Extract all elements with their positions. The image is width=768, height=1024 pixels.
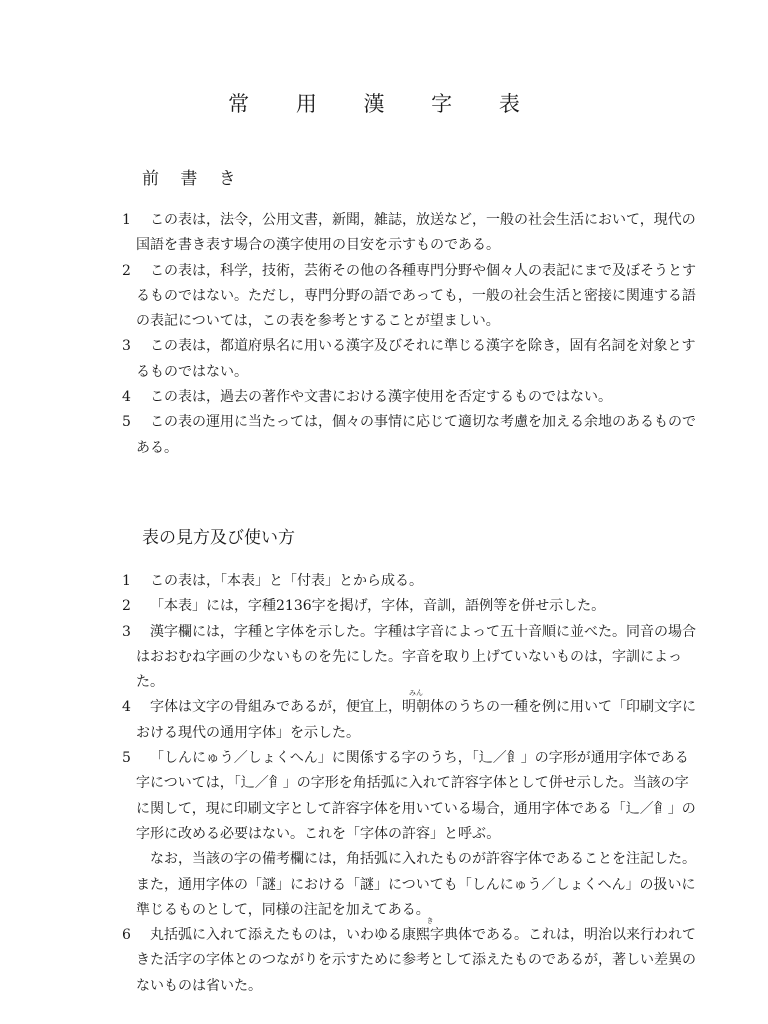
item-text: この表は，都道府県名に用いる漢字及びそれに準じる漢字を除き，固有名詞を対象とするものではない。 xyxy=(136,338,696,380)
section-heading-usage: 表の見方及び使い方 xyxy=(142,528,295,548)
item-paragraph: なお，当該の字の備考欄には，角括弧に入れたものが許容字体であることを注記した。また，通用字体の「謎」における「謎」についても「しんにゅう／しょくへん」の扱いに準じるものとして，同様の注記を加えてある。 xyxy=(136,851,696,918)
ruby-base: 明 xyxy=(402,699,416,716)
item-number: 6 xyxy=(122,927,131,944)
list-item xyxy=(118,259,702,335)
item-text: この表の運用に当たっては，個々の事情に応じて適切な考慮を加える余地のあるものである。 xyxy=(136,414,696,456)
list-item xyxy=(118,620,702,696)
item-text xyxy=(136,917,702,999)
item-number: 1 xyxy=(122,573,131,589)
text-segment: 字典体である。これは，明治以来行われてきた活字の字体とのつながりを示すために参考として添えたものであるが，著しい差異のないものは省いた。 xyxy=(136,927,696,994)
item-number: 1 xyxy=(122,212,131,228)
ruby-annotation xyxy=(416,917,434,944)
ruby-reading: みん xyxy=(409,689,423,698)
text-segment: 丸括弧に入れて添えたものは，いわゆる康 xyxy=(150,927,416,944)
item-text: この表は，科学，技術，芸術その他の各種専門分野や個々人の表記にまで及ぼそうとするものではない。ただし，専門分野の語であっても，一般の社会生活と密接に関連する語の表記については，この表を参考とすることが望ましい。 xyxy=(136,262,696,330)
item-number: 3 xyxy=(122,623,131,640)
item-text xyxy=(136,689,702,746)
item-number: 5 xyxy=(122,414,131,431)
list-item xyxy=(118,569,702,594)
item-text: この表は，「本表」と「付表」とから成る。 xyxy=(150,573,423,589)
page-title: 常 用 漢 字 表 xyxy=(228,92,540,116)
item-number: 5 xyxy=(122,750,131,767)
item-text: 「本表」には，字種2136字を掲げ，字体，音訓，語例等を併せ示した。 xyxy=(150,598,606,615)
list-item xyxy=(118,746,702,926)
ruby-base: 熙 xyxy=(416,927,430,944)
list-item xyxy=(118,410,702,461)
usage-list xyxy=(118,569,702,999)
item-text: 「しんにゅう／しょくへん」に関係する字のうち，「辶／飠」の字形が通用字体である字については，「⻌／𩙿」の字形を角括弧に入れて許容字体として併せ示した。当該の字に関して，現に印刷文字として許容字体を用いている場合，通用字体である「⻌／𩙿」の字形に改める必要はない。これを「字体の許容」と呼ぶ。 xyxy=(136,750,696,842)
item-text: この表は，過去の著作や文書における漢字使用を否定するものではない。 xyxy=(150,389,612,406)
item-text: 漢字欄には，字種と字体を示した。字種は字音によって五十音順に並べた。同音の場合はおおむね字画の少ないものを先にした。字音を取り上げていないものは，字訓によった。 xyxy=(136,623,696,691)
item-number: 2 xyxy=(122,598,131,615)
item-number: 4 xyxy=(122,699,131,716)
text-segment: 朝体のうちの一種を例に用いて「印刷文字における現代の通用字体」を示した。 xyxy=(136,699,696,741)
ruby-annotation xyxy=(402,689,423,716)
item-number: 2 xyxy=(122,262,131,279)
item-number: 3 xyxy=(122,338,131,355)
preface-list xyxy=(118,208,702,461)
item-number: 4 xyxy=(122,389,131,406)
text-segment: 字体は文字の骨組みであるが，便宜上， xyxy=(150,699,402,716)
list-item xyxy=(118,208,702,259)
item-text: この表は，法令，公用文書，新聞，雑誌，放送など，一般の社会生活において，現代の国語を書き表す場合の漢字使用の目安を示すものである。 xyxy=(136,212,696,254)
list-item xyxy=(118,334,702,385)
list-item xyxy=(118,689,702,746)
list-item xyxy=(118,594,702,619)
section-heading-preface: 前 書 き xyxy=(142,169,244,189)
list-item xyxy=(118,385,702,410)
list-item xyxy=(118,917,702,999)
ruby-reading: き xyxy=(426,917,434,926)
